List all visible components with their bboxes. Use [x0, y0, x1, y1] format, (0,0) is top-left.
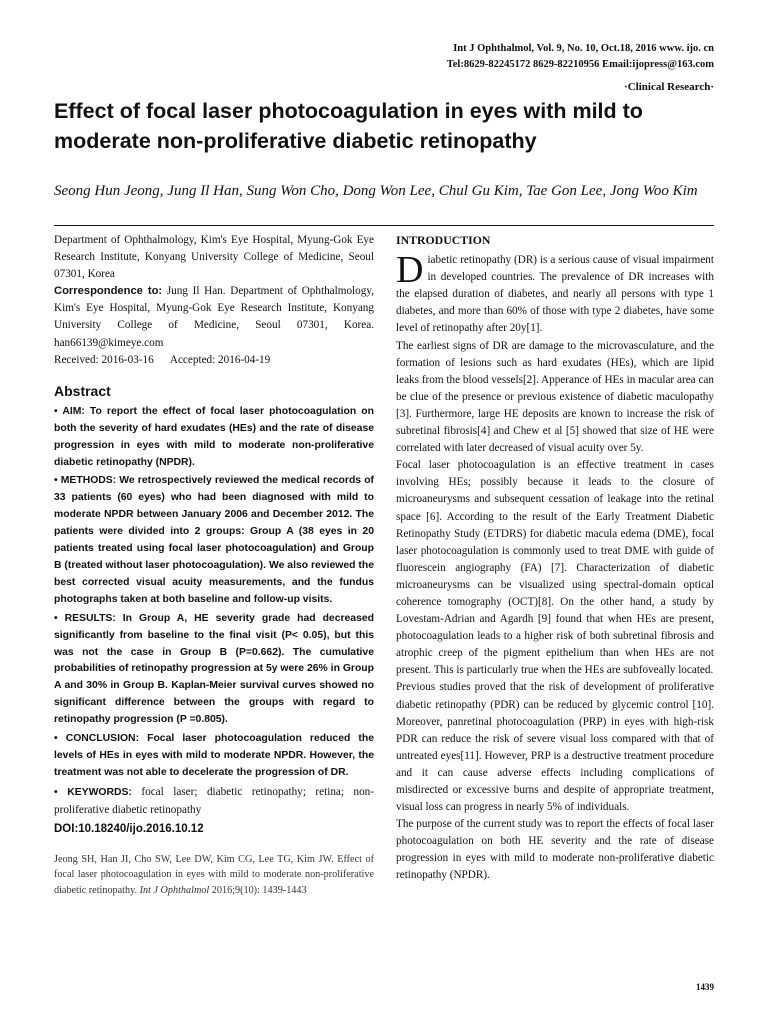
abstract-section	[54, 383, 374, 838]
affiliation-text: Department of Ophthalmology, Kim's Eye Hospital, Myung-Gok Eye Research Institute, Konyang University College of Medicine, Seoul 07301, Korea	[54, 234, 374, 281]
citation-text: Jeong SH, Han JI, Cho SW, Lee DW, Kim CG, Lee TG, Kim JW. Effect of focal laser photocoagulation in eyes with mild to moderate non-proliferative diabetic retinopathy.	[54, 853, 374, 897]
drop-cap: D	[396, 249, 424, 292]
intro-paragraph-1	[396, 249, 714, 337]
intro-paragraph-5: The purpose of the current study was to report the effects of focal laser photocoagulation on both HE severity and the rate of disease progression in eyes with mild to moderate non-proliferative diabetic retinopathy (NPDR).	[396, 818, 714, 882]
abstract-methods: • METHODS: We retrospectively reviewed the medical records of 33 patients (60 eyes) who had been diagnosed with mild to moderate NPDR between January 2006 and December 2012. The patients were divided into 2 groups: Group A (38 eyes in 20 patients treated using focal laser photocoagulation) and Group B (treated without laser photocoagulation). We also reviewed the best corrected visual acuity measurements, and the fundus photographs taken at both baseline and follow-up visits.	[54, 475, 374, 605]
introduction-heading: INTRODUCTION	[396, 233, 491, 247]
journal-header: Int J Ophthalmol, Vol. 9, No. 10, Oct.18, 2016 www. ijo. cn	[453, 43, 714, 54]
intro-paragraph-3: Focal laser photocoagulation is an effective treatment in cases involving HEs; possibly because it leads to the closure of microaneurysms and subsequent cessation of leakage into the retinal space [6]. According to the result of the Early Treatment Diabetic Retinopathy Study (ETDRS) for diabetic macula edema (DME), focal laser photocoagulation is commonly used to treat DME with guide of fluorescein angiography (FA) [7]. Characterization of diabetic microaneurysms can be visualized using spectral-domain optical coherence tomography (OCT)[8]. On the other hand, a study by Lovestam-Adrian and Agardh [9] found that when HEs are present, photocoagulation leads to a higher risk of both subretinal fibrosis and atrophic creep of the pigment epithelium than when HEs are not present. This is particularly true when the HEs are subfoveally located.	[396, 459, 714, 677]
doi[interactable]: DOI:10.18240/ijo.2016.10.12	[54, 822, 204, 835]
keywords-text: focal laser; diabetic retinopathy; retina; non-proliferative diabetic retinopathy	[54, 785, 374, 816]
received-accepted-dates: Received: 2016-03-16 Accepted: 2016-04-19	[54, 353, 271, 366]
correspondence	[54, 283, 374, 351]
right-column	[396, 232, 714, 885]
correspondence-text[interactable]: Jung Il Han. Department of Ophthalmology, Kim's Eye Hospital, Myung-Gok Eye Research Institute, Konyang University College of Medicine, Seoul 07301, Korea. han66139@kimeye.com	[54, 285, 374, 349]
abstract-keywords	[54, 784, 374, 819]
intro-paragraph-4: Previous studies proved that the risk of development of proliferative diabetic retinopathy (PDR) can be reduced by glycemic control [10]. Moreover, panretinal photocoagulation (PRP) in eyes with high-risk PDR can reduce the risk of severe visual loss compared with that of untreated eyes[11]. However, PRP is a destructive treatment procedure and it can cause adverse effects including complications of misdirected or excessive burns and despite of appropriate treatment, visual loss can progress in nearly 5% of individuals.	[396, 681, 714, 814]
citation-journal: Int J Ophthalmol	[139, 885, 210, 897]
citation-block	[54, 852, 374, 899]
citation-volume: 2016;9(10): 1439-1443	[209, 885, 307, 897]
introduction-body	[396, 249, 714, 884]
author-list: Seong Hun Jeong, Jung Il Han, Sung Won Cho, Dong Won Lee, Chul Gu Kim, Tae Gon Lee, Jong Woo Kim	[54, 183, 698, 199]
intro-paragraph-1-text: iabetic retinopathy (DR) is a serious cause of visual impairment in developed countries. The prevalence of DR increases with the elapsed duration of diabetes, and nearly all persons with type 1 diabetes, and more than 60% of those with type 2 diabetes, have some level of retinopathy after 20y[1].	[396, 254, 714, 335]
keywords-label: • KEYWORDS:	[54, 786, 132, 798]
abstract-heading: Abstract	[54, 382, 111, 399]
abstract-conclusion: • CONCLUSION: Focal laser photocoagulation reduced the levels of HEs in eyes with mild to moderate NPDR. However, the treatment was not able to decelerate the progression of DR.	[54, 733, 374, 778]
contact-line: Tel:8629-82245172 8629-82210956 Email:ijopress@163.com	[446, 59, 714, 70]
abstract-aim: • AIM: To report the effect of focal laser photocoagulation on both the severity of hard exudates (HEs) and the rate of disease progression in eyes with mild to moderate non-proliferative diabetic retinopathy (NPDR).	[54, 405, 374, 468]
intro-paragraph-2: The earliest signs of DR are damage to the microvasculature, and the formation of lesions such as hard exudates (HEs), which are lipid leaks from the blood vessels[2]. Apperance of HEs in macular area can be clue of the presence or previous existence of diabetic maculopathy [3]. Furthermore, large HE deposits are known to increase the risk of subretinal fibrosis[4] and Chew et al [5] showed that size of HE were correlated with later decreased of visual acuity over 5y.	[396, 339, 714, 455]
abstract-results: • RESULTS: In Group A, HE severity grade had decreased significantly from baseline to the final visit (P< 0.05), but this was not the case in Group B (P=0.662). The cumulative probabilities of retinopathy progression at 5y were 26% in Group A and 30% in Group B. Kaplan-Meier survival curves showed no significant difference between the groups with regard to retinopathy progression (P =0.805).	[54, 612, 374, 726]
left-column	[54, 232, 374, 899]
title-rule	[54, 225, 714, 226]
page-number: 1439	[696, 982, 714, 992]
correspondence-label: Correspondence to:	[54, 285, 163, 298]
article-title: Effect of focal laser photocoagulation in eyes with mild to moderate non-proliferative diabetic retinopathy	[54, 99, 643, 153]
section-label: ·Clinical Research·	[624, 81, 714, 93]
affiliation-block	[54, 232, 374, 369]
